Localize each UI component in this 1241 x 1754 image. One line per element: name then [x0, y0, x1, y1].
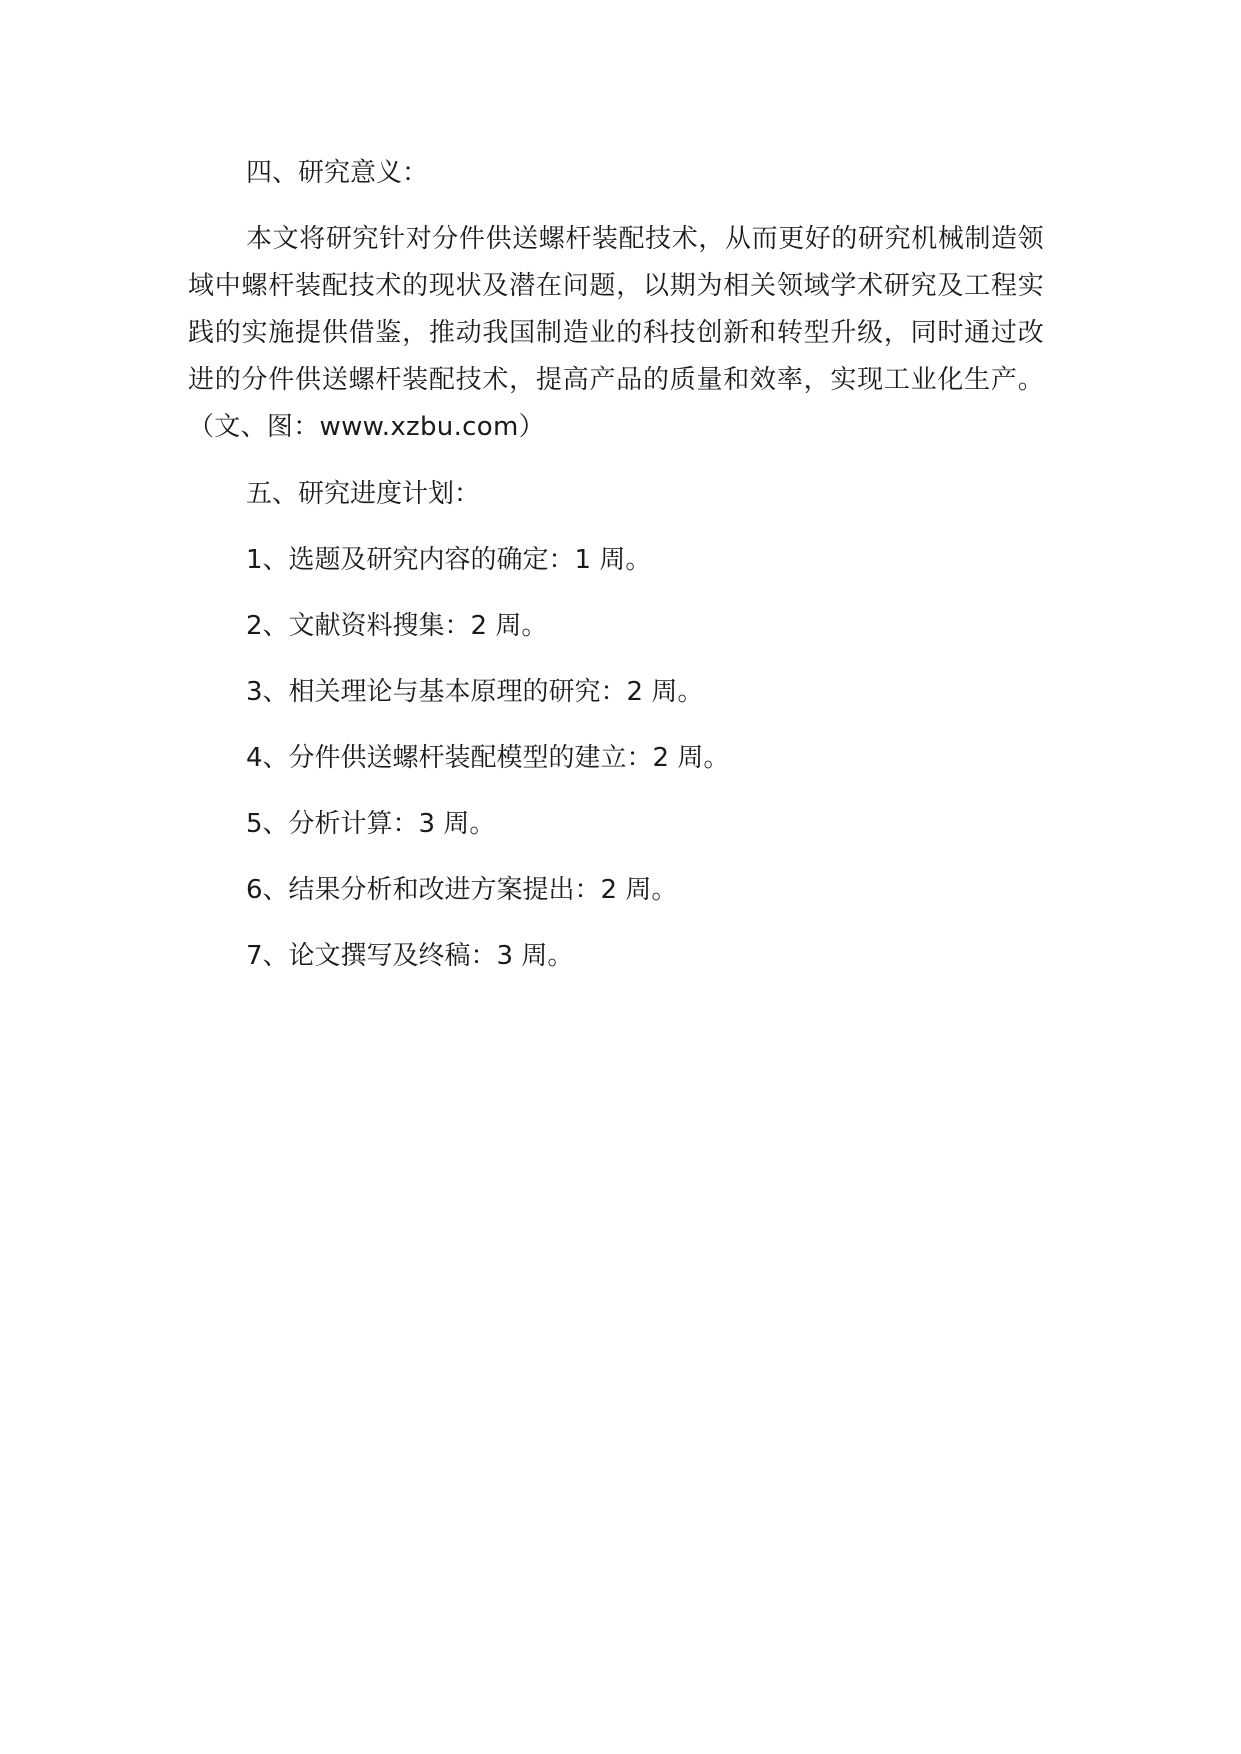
- research-significance-paragraph: 本文将研究针对分件供送螺杆装配技术，从而更好的研究机械制造领域中螺杆装配技术的现状及潜在问题，以期为相关领域学术研究及工程实践的实施提供借鉴，推动我国制造业的科技创新和转型升级，同时通过改进的分件供送螺杆装配技术，提高产品的质量和效率，实现工业化生产。（文、图：www.xzbu.com）: [188, 224, 1044, 442]
- list-item: 1、选题及研究内容的确定：1 周。: [246, 545, 652, 575]
- list-item: 4、分件供送螺杆装配模型的建立：2 周。: [246, 743, 730, 773]
- list-item: 2、文献资料搜集：2 周。: [246, 611, 548, 641]
- list-item: 7、论文撰写及终稿：3 周。: [246, 941, 574, 971]
- list-item: 6、结果分析和改进方案提出：2 周。: [246, 875, 678, 905]
- section-heading-research-significance: 四、研究意义：: [246, 158, 429, 188]
- document-body: [188, 150, 1044, 999]
- research-schedule-list: [188, 537, 1044, 979]
- section-heading-research-schedule: 五、研究进度计划：: [246, 479, 481, 509]
- list-item: 5、分析计算：3 周。: [246, 809, 496, 839]
- list-item: 3、相关理论与基本原理的研究：2 周。: [246, 677, 704, 707]
